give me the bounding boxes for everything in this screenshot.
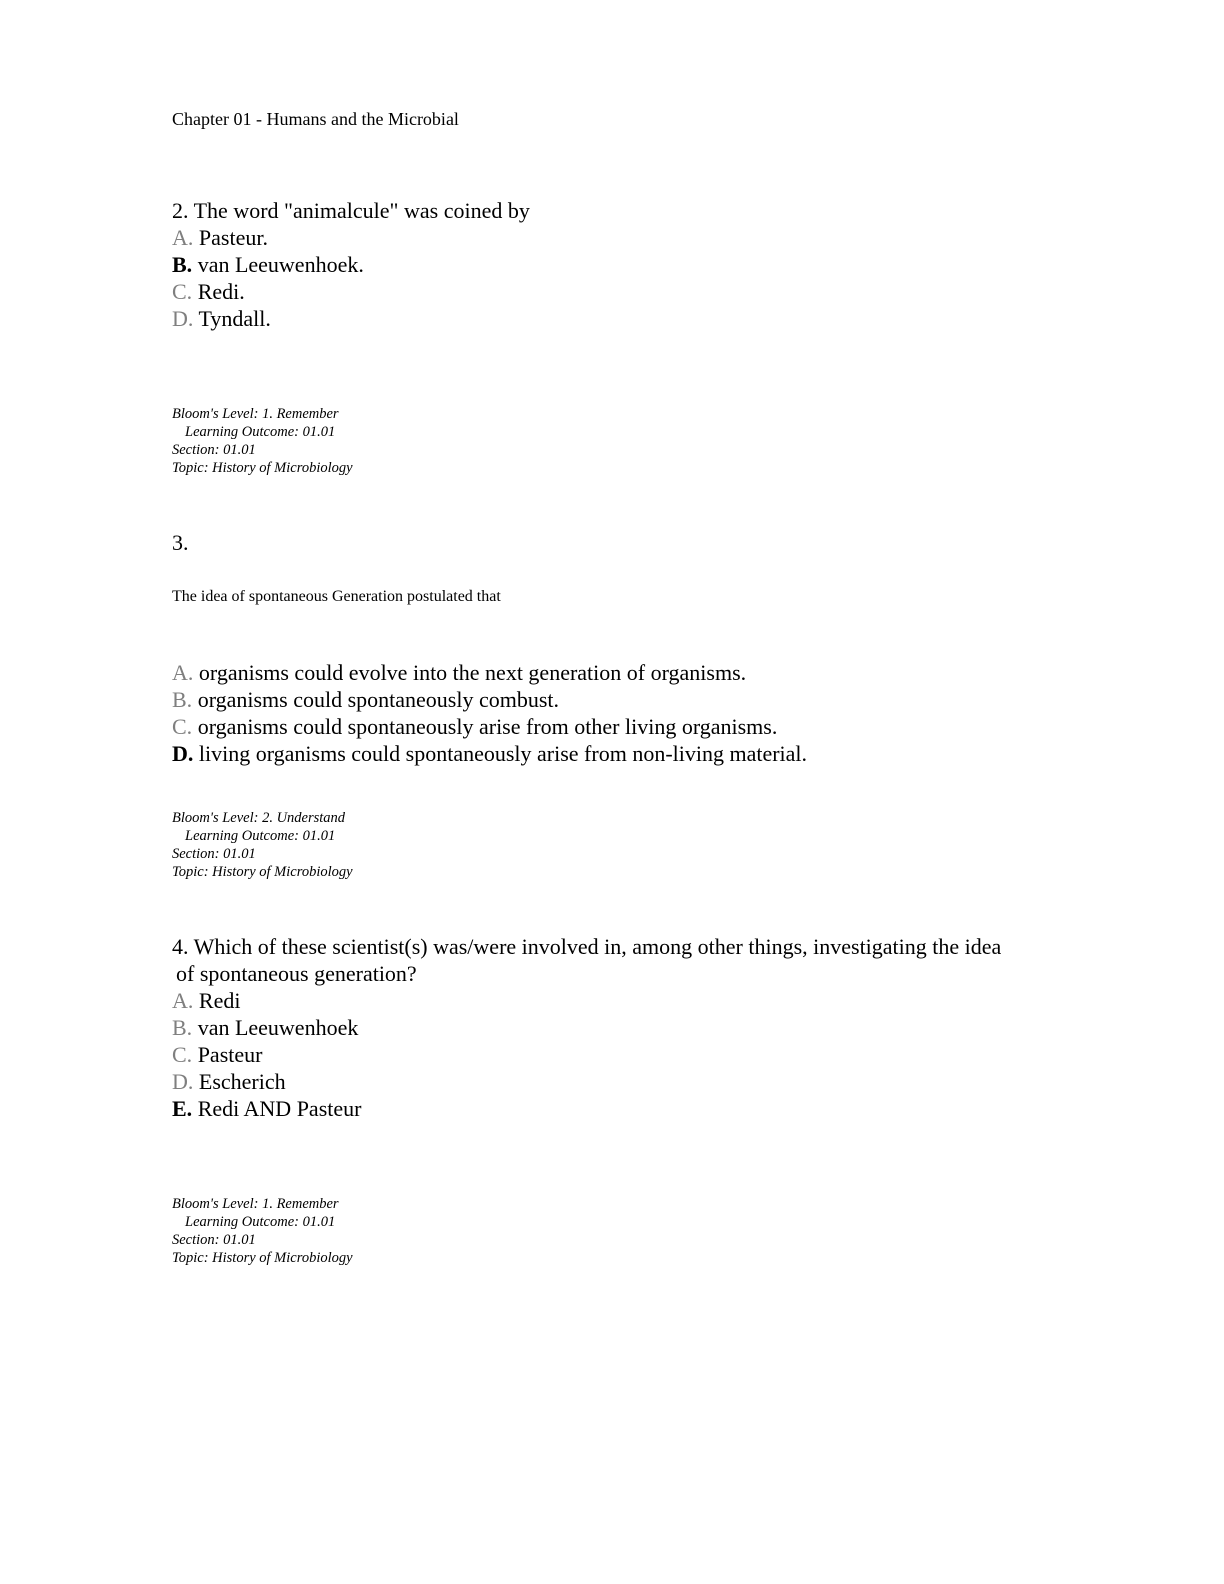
option-c [172, 278, 364, 305]
section: Section: 01.01 [172, 1232, 256, 1248]
option-letter: C. [172, 714, 193, 739]
option-d [172, 305, 364, 332]
option-letter: D. [172, 306, 194, 331]
option-letter: E. [172, 1096, 193, 1121]
option-text: organisms could evolve into the next generation of organisms. [198, 660, 747, 685]
learning-outcome: Learning Outcome: 01.01 [185, 828, 336, 844]
section: Section: 01.01 [172, 442, 256, 458]
option-text: Pasteur [197, 1042, 263, 1067]
topic: Topic: History of Microbiology [172, 864, 353, 880]
question-4-stem-continued: of spontaneous generation? [176, 961, 417, 986]
option-d-correct [172, 740, 807, 767]
learning-outcome: Learning Outcome: 01.01 [185, 1214, 336, 1230]
option-text: organisms could spontaneously arise from other living organisms. [197, 714, 778, 739]
option-e-correct [172, 1095, 361, 1122]
option-b-correct [172, 251, 364, 278]
option-text: Tyndall. [198, 306, 271, 331]
option-letter: D. [172, 741, 194, 766]
question-4-stem [172, 933, 1001, 960]
option-c [172, 713, 807, 740]
option-letter: A. [172, 225, 194, 250]
option-text: van Leeuwenhoek [197, 1015, 359, 1040]
question-2-stem [172, 197, 530, 224]
option-text: Redi AND Pasteur [197, 1096, 362, 1121]
section: Section: 01.01 [172, 846, 256, 862]
option-text: van Leeuwenhoek. [197, 252, 364, 277]
blooms-level: Bloom's Level: 2. Understand [172, 810, 346, 826]
question-3-stem: The idea of spontaneous Generation postulated that [172, 588, 501, 605]
option-a [172, 224, 364, 251]
page-header: Chapter 01 - Humans and the Microbial [172, 109, 459, 129]
option-text: Redi. [197, 279, 245, 304]
topic: Topic: History of Microbiology [172, 1250, 353, 1266]
option-letter: D. [172, 1069, 194, 1094]
option-text: Escherich [198, 1069, 286, 1094]
question-3-options [172, 659, 807, 767]
option-letter: B. [172, 252, 193, 277]
question-text: Which of these scientist(s) was/were involved in, among other things, investigating the idea [193, 934, 1002, 959]
option-letter: C. [172, 279, 193, 304]
learning-outcome: Learning Outcome: 01.01 [185, 424, 336, 440]
question-text: The word "animalcule" was coined by [193, 198, 530, 223]
option-letter: B. [172, 1015, 193, 1040]
option-b [172, 1014, 361, 1041]
question-2-metadata [172, 405, 353, 477]
topic: Topic: History of Microbiology [172, 460, 353, 476]
question-4-options [172, 987, 361, 1122]
option-c [172, 1041, 361, 1068]
question-number: 4. [172, 934, 189, 959]
option-text: organisms could spontaneously combust. [197, 687, 560, 712]
option-b [172, 686, 807, 713]
question-4-metadata [172, 1195, 353, 1267]
option-text: Pasteur. [198, 225, 268, 250]
option-letter: A. [172, 988, 194, 1013]
question-3-number: 3. [172, 530, 189, 555]
blooms-level: Bloom's Level: 1. Remember [172, 1196, 339, 1212]
option-a [172, 659, 807, 686]
option-letter: A. [172, 660, 194, 685]
option-text: living organisms could spontaneously arise from non-living material. [198, 741, 808, 766]
question-number: 2. [172, 198, 189, 223]
option-a [172, 987, 361, 1014]
option-letter: C. [172, 1042, 193, 1067]
option-d [172, 1068, 361, 1095]
question-2-options [172, 224, 364, 332]
option-text: Redi [198, 988, 241, 1013]
blooms-level: Bloom's Level: 1. Remember [172, 406, 339, 422]
question-3-metadata [172, 809, 353, 881]
option-letter: B. [172, 687, 193, 712]
